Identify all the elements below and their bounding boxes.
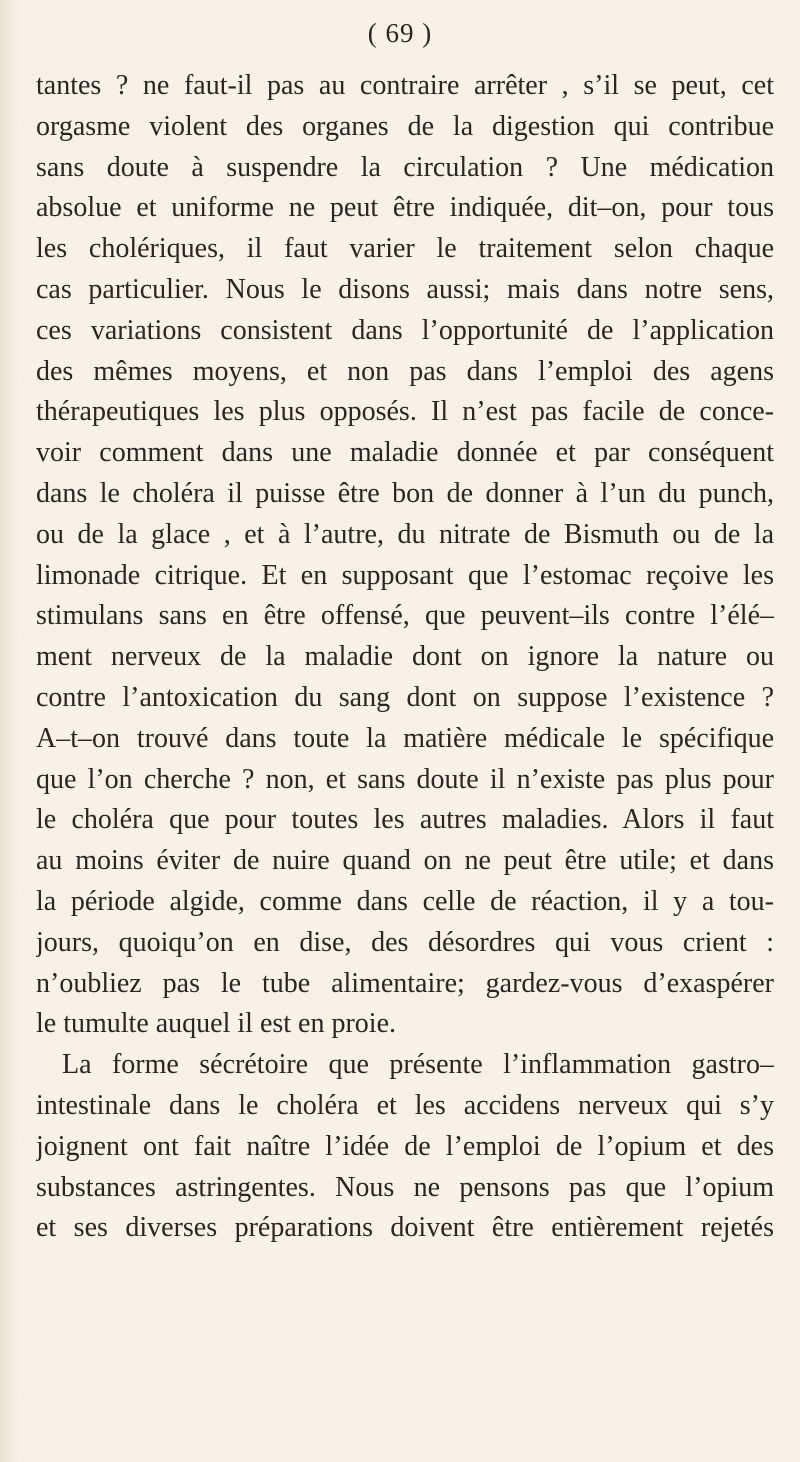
paragraph-start-line: La forme sécrétoire que présente l’inflammation gastro– — [62, 1049, 774, 1081]
text-line: orgasme violent des organes de la digestion qui contribue — [36, 110, 774, 142]
text-line: intestinale dans le choléra et les accidens nerveux qui s’y — [36, 1089, 774, 1121]
text-line: A–t–on trouvé dans toute la matière médicale le spécifique — [36, 722, 774, 754]
body-text — [36, 66, 774, 1249]
text-line: absolue et uniforme ne peut être indiquée, dit–on, pour tous — [36, 192, 774, 224]
text-line: les cholériques, il faut varier le traitement selon chaque — [36, 233, 774, 265]
paragraph-end-line: le tumulte auquel il est en proie. — [36, 1008, 397, 1040]
text-line: sans doute à suspendre la circulation ? Une médication — [36, 151, 774, 183]
text-line: dans le choléra il puisse être bon de donner à l’un du punch, — [36, 477, 774, 509]
text-line: jours, quoiqu’on en dise, des désordres qui vous crient : — [36, 926, 774, 958]
page-gutter-shadow — [0, 0, 18, 1462]
text-line: substances astringentes. Nous ne pensons pas que l’opium — [36, 1171, 774, 1203]
text-line: des mêmes moyens, et non pas dans l’emploi des agens — [36, 355, 774, 387]
text-line: ment nerveux de la maladie dont on ignore la nature ou — [36, 641, 774, 673]
text-line: le choléra que pour toutes les autres maladies. Alors il faut — [36, 804, 774, 836]
text-line: ou de la glace , et à l’autre, du nitrate de Bismuth ou de la — [36, 518, 774, 550]
text-line: limonade citrique. Et en supposant que l’estomac reçoive les — [36, 559, 774, 591]
text-line: n’oubliez pas le tube alimentaire; gardez-vous d’exaspérer — [36, 967, 774, 999]
text-line: tantes ? ne faut-il pas au contraire arrêter , s’il se peut, cet — [36, 70, 774, 101]
text-line: et ses diverses préparations doivent être entièrement rejetés — [36, 1212, 774, 1244]
text-line: ces variations consistent dans l’opportunité de l’application — [36, 314, 774, 346]
text-line: au moins éviter de nuire quand on ne peut être utile; et dans — [36, 845, 774, 877]
text-line: cas particulier. Nous le disons aussi; mais dans notre sens, — [36, 273, 774, 305]
text-line: voir comment dans une maladie donnée et par conséquent — [36, 437, 774, 469]
text-line: stimulans sans en être offensé, que peuvent–ils contre l’élé– — [36, 600, 774, 632]
text-line: contre l’antoxication du sang dont on suppose l’existence ? — [36, 681, 774, 713]
text-line: la période algide, comme dans celle de réaction, il y a tou- — [36, 885, 774, 917]
page-number: ( 69 ) — [367, 18, 433, 48]
text-line: thérapeutiques les plus opposés. Il n’est pas facile de conce- — [36, 396, 774, 428]
text-line: que l’on cherche ? non, et sans doute il n’existe pas plus pour — [36, 763, 774, 795]
text-line: joignent ont fait naître l’idée de l’emploi de l’opium et des — [36, 1130, 774, 1162]
